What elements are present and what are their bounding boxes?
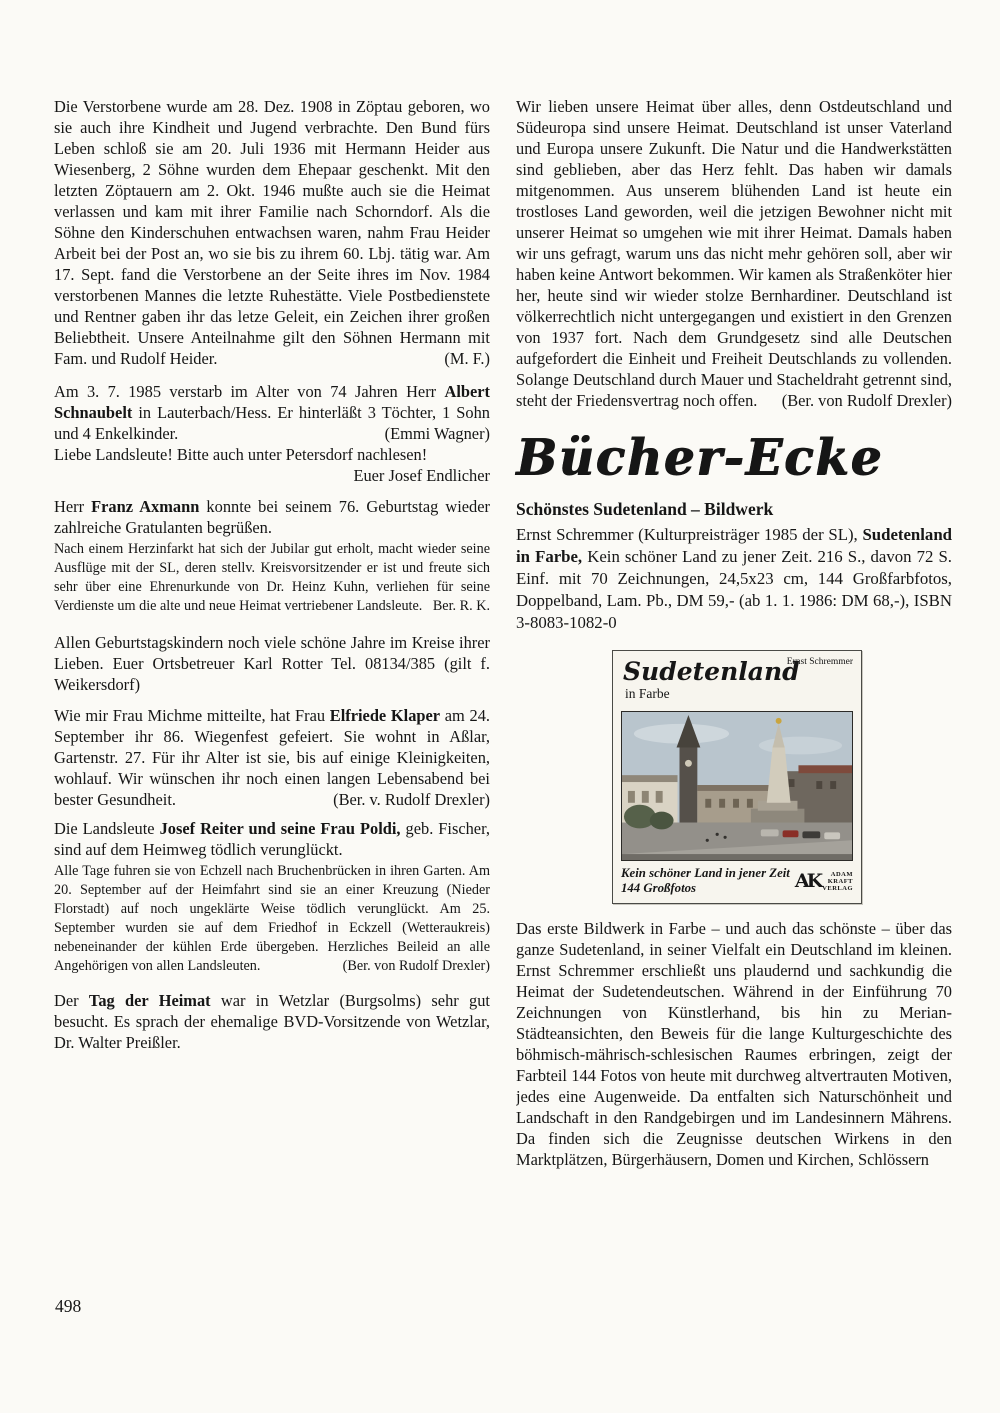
obituary-reiter-paragraph (54, 818, 490, 860)
publisher-monogram: AK (794, 870, 821, 892)
text-run: Kein schöner Land zu jener Zeit. 216 S., davon 72 S. Einf. mit 70 Zeichnungen, 24,5x23 cm, 144 Großfarbfotos, Doppelband, Lam. Pb., DM 59,- (ab 1. 1. 1986: DM 68,-), ISBN 3-8083-1082-0 (516, 547, 952, 632)
obituary-heider-paragraph (54, 96, 490, 369)
text-run: Alle Tage fuhren sie von Echzell nach Bruchenbrücken in ihren Garten. Am 20. September auf der Heimfahrt sind sie an einer Kreuzung (Nieder Florstadt) auf noch ungeklärte Weise tödlich verunglückt. Am 25. September wurden sie auf dem Friedhof in Eckzell (Wetteraukreis) nebeneinander der kühlen Erde übergeben. Herzliches Beileid an alle Angehörigen von allen Landsleuten. (54, 863, 490, 974)
text-run: Die Verstorbene wurde am 28. Dez. 1908 in Zöptau geboren, wo sie auch ihre Kindheit und Jugend verbrachte. Den Bund fürs Leben schloß sie am 20. Juli 1936 mit Hermann Heider aus Wiesenberg, 2 Söhne wurden dem Ehepaar geschenkt. Mit den letzten Zöptauern am 2. Okt. 1946 mußte auch sie die Heimat verlassen und kam mit ihrer Familie nach Schorndorf. Als die Söhne den Kinderschuhen entwachsen waren, nahm Frau Heider Arbeit bei der Post an, wo sie bis zu ihrem 60. Lbj. tätig war. Am 17. Sept. fand die Verstorbene an der Seite ihres im Nov. 1984 verstorbenen Mannes die letzte Ruhestätte. Viele Postbedienstete und Rentner gaben ihr das letze Geleit, ein Zeichen ihrer großen Beliebtheit. Unsere Anteilnahme gilt den Söhnen Hermann mit Fam. und Rudolf Heider. (54, 97, 490, 368)
cover-header (613, 651, 861, 707)
obituary-schnaubelt-paragraph (54, 381, 490, 444)
review-title: Schönstes Sudetenland – Bildwerk (516, 499, 774, 519)
page-number: 498 (55, 1296, 82, 1316)
attribution: (M. F.) (444, 349, 490, 368)
cover-caption-line1: Kein schöner Land in jener Zeit (621, 866, 790, 880)
text-run: Die Landsleute (54, 819, 160, 838)
text-run: war in Wetzlar (Burgsolms) sehr gut besucht. Es sprach der ehemalige BVD-Vorsitzende von Wetzlar, Dr. Walter Preißler. (54, 991, 490, 1052)
text-run: Wie mir Frau Michme mitteilte, hat Frau (54, 706, 330, 725)
review-body-paragraph (516, 918, 952, 1170)
birthday-klaper-paragraph (54, 705, 490, 810)
books-section-heading: Bücher-Ecke (516, 429, 883, 487)
attribution: Ber. R. K. (432, 598, 490, 614)
text-run: Am 3. 7. 1985 verstarb im Alter von 74 Jahren Herr (54, 382, 445, 401)
text-run: Ernst Schremmer (Kulturpreisträger 1985 der SL), (516, 525, 863, 544)
text-run: Tag der Heimat (88, 991, 211, 1010)
town-square-photo (621, 711, 853, 861)
attribution: (Ber. von Rudolf Drexler) (342, 958, 490, 974)
text-run: Franz Axmann (91, 497, 200, 516)
text-run: Sudetenland in Farbe, (516, 525, 952, 566)
birthday-axmann-paragraph (54, 496, 490, 538)
cover-subtitle: in Farbe (625, 686, 670, 701)
text-run: Josef Reiter und seine Frau Poldi, (159, 819, 401, 838)
text-run: am 24. September ihr 86. Wiegenfest gefeiert. Sie wohnt in Aßlar, Gartenstr. 27. Für ihr Alter ist sie, bis auf einige Kleinigkeiten, wohlauf. Wir wünschen ihr noch einen langen Lebensabend bei bester Gesundheit. (54, 706, 490, 809)
text-run: Nach einem Herzinfarkt hat sich der Jubilar gut erholt, macht wieder seine Ausflüge mit der SL, deren stellv. Kreisvorsitzender er ist und freute sich sehr über eine Ehrenurkunde von Dr. Heinz Kuhn, verliehen für seine Verdienste um die alte und neue Heimat vertriebener Landsleute. (54, 541, 490, 614)
right-column (516, 96, 952, 1170)
text-run: Herr (54, 497, 92, 516)
publisher-line2: KRAFT (827, 877, 853, 885)
birthday-wishes-paragraph (54, 632, 490, 695)
text-run: geb. Fischer, sind auf dem Heimweg tödlich verunglückt. (54, 819, 490, 859)
publisher-logo (795, 871, 853, 892)
cover-caption (613, 861, 861, 903)
attribution: Euer Josef Endlicher (353, 466, 490, 485)
book-cover (612, 650, 862, 904)
cover-author: Ernst Schremmer (786, 657, 853, 667)
cover-caption-line2: 144 Großfotos (621, 881, 697, 895)
text-run: Allen Geburtstagskindern noch viele schöne Jahre im Kreise ihrer Lieben. Euer Ortsbetreuer Karl Rotter Tel. 08134/385 (gilt f. Weikersdorf) (54, 633, 490, 694)
review-intro-paragraph (516, 524, 952, 634)
attribution: (Emmi Wagner) (384, 424, 490, 443)
publisher-line1: ADAM (830, 870, 853, 878)
publisher-line3: VERLAG (822, 884, 853, 892)
note-petersdorf-paragraph (54, 444, 490, 486)
text-run: Elfriede Klaper (329, 706, 441, 725)
text-run: Albert Schnaubelt (54, 382, 490, 422)
attribution: (Ber. von Rudolf Drexler) (781, 391, 952, 410)
reiter-details-paragraph (54, 862, 490, 976)
attribution: (Ber. v. Rudolf Drexler) (333, 790, 490, 809)
publisher-name (822, 871, 853, 892)
text-run: Der (54, 991, 89, 1010)
cover-caption-text (621, 866, 790, 896)
cover-title: Sudetenland (623, 657, 800, 686)
text-run: Das erste Bildwerk in Farbe – und auch das schönste – über das ganze Sudetenland, in seiner Vielfalt ein Deutschland im kleinen. Ernst Schremmer erschließt uns plaudernd und sachkundig die Heimat der Sudetendeutschen. Während in der Einführung 70 Zeichnungen von Künstlerhand, bis hin zu Merian-Städteansichten, den Beweis für die lange Kulturgeschichte des böhmisch-mährisch-schlesischen Raumes erbringen, zeigt der Farbteil 144 Fotos von heute mit durchweg altvertrauten Motiven, jedes eine Augenweide. Da entfalten sich Naturschönheit und Landschaft in den Randgebirgen und im Landesinnern Mährens. Da finden sich die Zeugnisse deutschen Wirkens in den Marktplätzen, Bürgerhäusern, Domen und Kirchen, Schlössern (516, 919, 952, 1169)
tag-der-heimat-paragraph (54, 990, 490, 1053)
axmann-details-paragraph (54, 540, 490, 616)
text-run: konnte bei seinem 76. Geburtstag wieder zahlreiche Gratulanten begrüßen. (54, 497, 490, 537)
text-run: Liebe Landsleute! Bitte auch unter Petersdorf nachlesen! (54, 445, 428, 464)
text-run: in Lauterbach/Hess. Er hinterläßt 3 Töchter, 1 Sohn und 4 Enkelkinder. (54, 403, 490, 443)
heimat-essay-paragraph (516, 96, 952, 411)
text-run: Wir lieben unsere Heimat über alles, denn Ostdeutschland und Südeuropa sind unsere Heimat. Deutschland ist unser Vaterland und Europa unsere Zukunft. Die Natur und die Handwerkstätten sind geblieben, aber das Herz fehlt. Das haben wir damals mitgenommen. Aus unserem blühenden Land ist heute ein trostloses Land geworden, weil die jetzigen Bewohner nicht mit unserer Heimat so umgehen wie mit ihrer Heimat. Damals haben wir uns gefragt, warum uns das nicht mehr gehören soll, aber wir haben keine Antwort bekommen. Wir kamen als Straßenköter hier her, heute sind wir wieder stolze Bernhardiner. Deutschland ist völkerrechtlich nicht untergegangen und existiert in den Grenzen von 1937 fort. Nach dem Grundgesetz sind alle Deutschen aufgefordert die Einheit und Freiheit Deutschlands zu vollenden. Solange Deutschland durch Mauer und Stacheldraht getrennt sind, steht der Friedensvertrag noch offen. (516, 97, 952, 410)
left-column (54, 96, 490, 1170)
